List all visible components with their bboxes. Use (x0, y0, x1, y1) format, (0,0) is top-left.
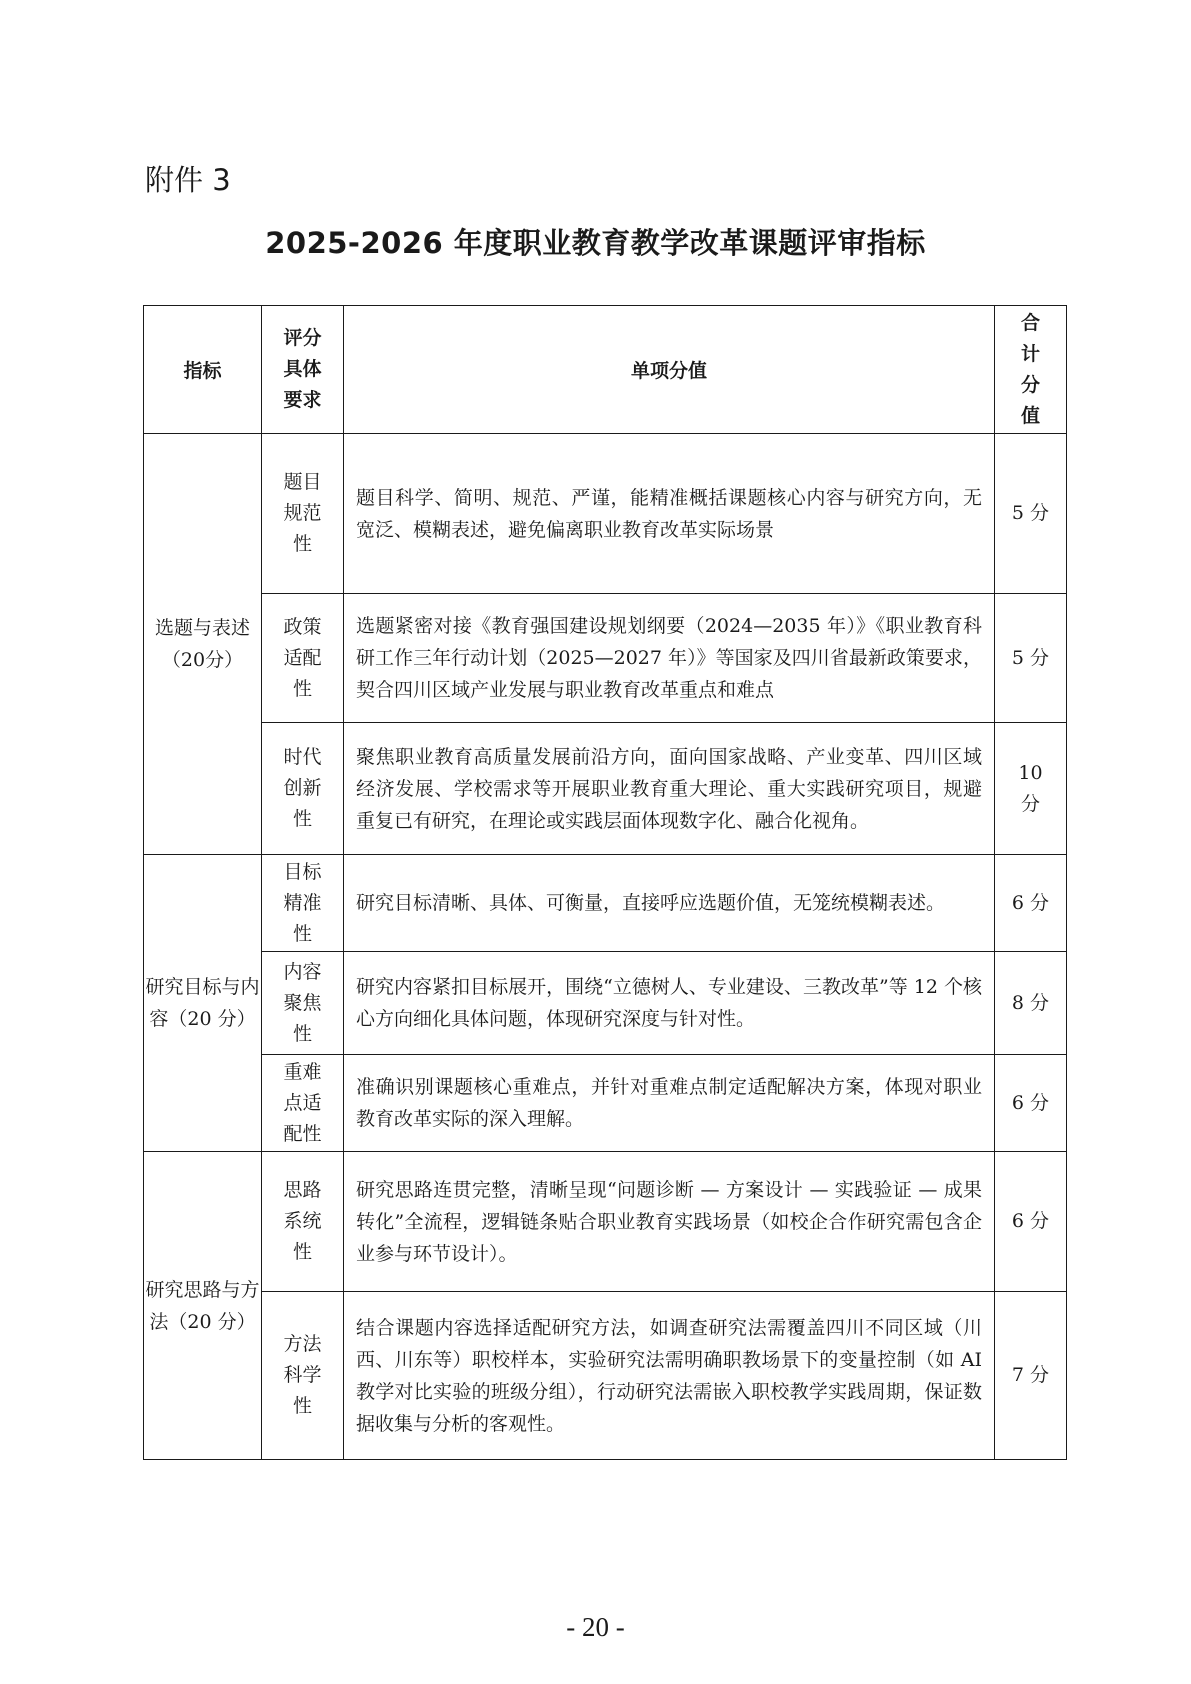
requirement-cell: 内容聚焦性 (262, 952, 344, 1055)
score-cell: 6 分 (995, 1152, 1067, 1292)
evaluation-table (143, 305, 1067, 1460)
table-row (144, 594, 1067, 723)
page-number: - 20 - (566, 1612, 625, 1642)
requirement-cell: 题目规范性 (262, 434, 344, 594)
table-row (144, 1152, 1067, 1292)
requirement-cell: 目标精准性 (262, 855, 344, 952)
score-cell: 5 分 (995, 594, 1067, 723)
description-cell: 准确识别课题核心重难点，并针对重难点制定适配解决方案，体现对职业教育改革实际的深入理解。 (344, 1055, 995, 1152)
description-cell: 研究目标清晰、具体、可衡量，直接呼应选题价值，无笼统模糊表述。 (344, 855, 995, 952)
score-cell: 5 分 (995, 434, 1067, 594)
table-row (144, 952, 1067, 1055)
document-title: 2025-2026 年度职业教育教学改革课题评审指标 (265, 226, 926, 260)
requirement-cell: 方法科学性 (262, 1292, 344, 1460)
header-item-score: 单项分值 (344, 306, 995, 434)
header-total-score: 合计分值 (995, 306, 1067, 434)
description-cell: 题目科学、简明、规范、严谨，能精准概括课题核心内容与研究方向，无宽泛、模糊表述，避免偏离职业教育改革实际场景 (344, 434, 995, 594)
requirement-cell: 思路系统性 (262, 1152, 344, 1292)
description-cell: 研究思路连贯完整，清晰呈现“问题诊断 — 方案设计 — 实践验证 — 成果转化”全流程，逻辑链条贴合职业教育实践场景（如校企合作研究需包含企业参与环节设计）。 (344, 1152, 995, 1292)
score-cell: 6 分 (995, 855, 1067, 952)
table-row (144, 434, 1067, 594)
description-cell: 研究内容紧扣目标展开，围绕“立德树人、专业建设、三教改革”等 12 个核心方向细化具体问题，体现研究深度与针对性。 (344, 952, 995, 1055)
indicator-cell: 选题与表述（20分） (144, 434, 262, 855)
description-cell: 结合课题内容选择适配研究方法，如调查研究法需覆盖四川不同区域（川西、川东等）职校样本，实验研究法需明确职教场景下的变量控制（如 AI 教学对比实验的班级分组），行动研究法需嵌入职校教学实践周期，保证数据收集与分析的客观性。 (344, 1292, 995, 1460)
description-cell: 聚焦职业教育高质量发展前沿方向，面向国家战略、产业变革、四川区域经济发展、学校需求等开展职业教育重大理论、重大实践研究项目，规避重复已有研究，在理论或实践层面体现数字化、融合化视角。 (344, 723, 995, 855)
score-cell: 7 分 (995, 1292, 1067, 1460)
table-row (144, 1292, 1067, 1460)
indicator-cell: 研究思路与方法（20 分） (144, 1152, 262, 1460)
table-row (144, 1055, 1067, 1152)
score-cell: 6 分 (995, 1055, 1067, 1152)
header-indicator: 指标 (144, 306, 262, 434)
score-cell: 10 分 (995, 723, 1067, 855)
attachment-label: 附件 3 (145, 163, 231, 197)
requirement-cell: 政策适配性 (262, 594, 344, 723)
description-cell: 选题紧密对接《教育强国建设规划纲要（2024—2035 年）》《职业教育科研工作三年行动计划（2025—2027 年）》等国家及四川省最新政策要求，契合四川区域产业发展与职业教育改革重点和难点 (344, 594, 995, 723)
table-row (144, 723, 1067, 855)
requirement-cell: 时代创新性 (262, 723, 344, 855)
score-cell: 8 分 (995, 952, 1067, 1055)
indicator-cell: 研究目标与内容（20 分） (144, 855, 262, 1152)
table-row (144, 855, 1067, 952)
header-requirement: 评分具体要求 (262, 306, 344, 434)
table-header-row (144, 306, 1067, 434)
requirement-cell: 重难点适配性 (262, 1055, 344, 1152)
